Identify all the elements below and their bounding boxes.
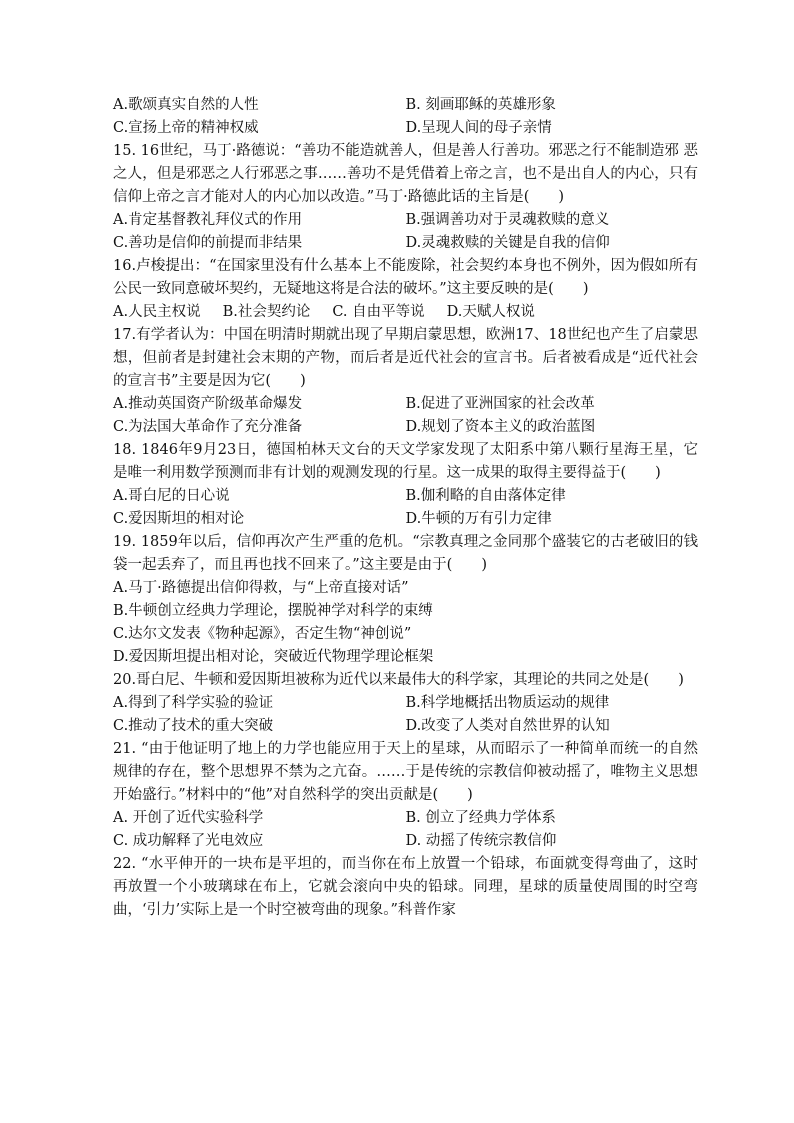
option-c: C. 成功解释了光电效应 xyxy=(113,833,264,849)
option-c: C.宣扬上帝的精神权威 xyxy=(113,120,259,136)
option-c: C.为法国大革命作了充分准备 xyxy=(113,419,303,435)
option-b: B.社会契约论 xyxy=(222,304,311,320)
question-21: 21. “由于他证明了地上的力学也能应用于天上的星球，从而昭示了一种简单而统一的自然规律的存在，整个思想界不禁为之亢奋。……于是传统的宗教信仰被动摇了，唯物主义思想开始盛行。”材料中的“他”对自然科学的突出贡献是( ) xyxy=(113,741,698,803)
option-d: D.规划了资本主义的政治蓝图 xyxy=(405,419,596,435)
l9 xyxy=(113,416,698,439)
option-b: B. 刻画耶稣的英雄形象 xyxy=(405,97,556,113)
option-d: D.灵魂救赎的关键是自我的信仰 xyxy=(405,235,610,251)
option-d: D.爱因斯坦提出相对论，突破近代物理学理论框架 xyxy=(113,649,434,665)
question-22: 22. “水平伸开的一块布是平坦的，而当你在布上放置一个铅球，布面就变得弯曲了，这时再放置一个小玻璃球在布上，它就会滚向中央的铅球。同理，星球的质量使周围的时空弯曲，‘引力’实际上是一个时空被弯曲的现象。”科普作家 xyxy=(113,856,698,918)
option-a: A.得到了科学实验的验证 xyxy=(113,695,274,711)
option-c: C.达尔文发表《物种起源》，否定生物“神创说” xyxy=(113,626,412,642)
l1 xyxy=(113,117,698,140)
option-b: B.科学地概括出物质运动的规律 xyxy=(405,695,610,711)
l4 xyxy=(113,232,698,255)
l0 xyxy=(113,94,698,117)
l12 xyxy=(113,508,698,531)
question-17: 17.有学者认为：中国在明清时期就出现了早期启蒙思想，欧洲17、18世纪也产生了启蒙思想，但前者是封建社会末期的产物，而后者是近代社会的宣言书。后者被看成是“近代社会的宣言书”主要是因为它( ) xyxy=(113,327,698,389)
option-d: D.呈现人间的母子亲情 xyxy=(405,120,552,136)
option-a: A. 开创了近代实验科学 xyxy=(113,810,264,826)
l23 xyxy=(113,830,698,853)
l19 xyxy=(113,692,698,715)
l3 xyxy=(113,209,698,232)
l22 xyxy=(113,807,698,830)
option-d: D.牛顿的万有引力定律 xyxy=(405,511,552,527)
question-19: 19. 1859年以后，信仰再次产生严重的危机。“宗教真理之金同那个盛装它的古老破旧的钱袋一起丢弃了，而且再也找不回来了。”这主要是由于( ) xyxy=(113,534,698,573)
option-a: A.推动英国资产阶级革命爆发 xyxy=(113,396,303,412)
l20 xyxy=(113,715,698,738)
option-c: C.爱因斯坦的相对论 xyxy=(113,511,245,527)
option-c: C.推动了技术的重大突破 xyxy=(113,718,274,734)
exam-page xyxy=(113,94,698,922)
option-b: B.伽利略的自由落体定律 xyxy=(405,488,566,504)
question-18: 18. 1846年9月23日，德国柏林天文台的天文学家发现了太阳系中第八颗行星海王星，它是唯一利用数学预测而非有计划的观测发现的行星。这一成果的取得主要得益于( ) xyxy=(113,442,698,481)
option-d: D. 动摇了传统宗教信仰 xyxy=(405,833,557,849)
question-20: 20.哥白尼、牛顿和爱因斯坦被称为近代以来最伟大的科学家，其理论的共同之处是( ) xyxy=(113,672,684,688)
option-a: A.哥白尼的日心说 xyxy=(113,488,230,504)
question-15: 15. 16世纪，马丁·路德说：“善功不能造就善人，但是善人行善功。邪恶之行不能制造邪 恶之人，但是邪恶之人行邪恶之事……善功不是凭借着上帝之言，也不是出自人的内心，只有信仰上帝之言才能对人的内心加以改造。”马丁·路德此话的主旨是( ) xyxy=(113,143,698,205)
question-16: 16.卢梭提出：“在国家里没有什么基本上不能废除，社会契约本身也不例外，因为假如所有公民一致同意破坏契约，无疑地这将是合法的破坏。”这主要反映的是( ) xyxy=(113,258,698,297)
l8 xyxy=(113,393,698,416)
option-b: B.强调善功对于灵魂救赎的意义 xyxy=(405,212,610,228)
option-b: B.牛顿创立经典力学理论，摆脱神学对科学的束缚 xyxy=(113,603,433,619)
option-c: C. 自由平等说 xyxy=(332,304,425,320)
l6 xyxy=(113,301,698,324)
option-d: D.改变了人类对自然世界的认知 xyxy=(405,718,610,734)
option-d: D.天赋人权说 xyxy=(446,304,535,320)
option-b: B. 创立了经典力学体系 xyxy=(405,810,556,826)
option-a: A.马丁·路德提出信仰得救，与“上帝直接对话” xyxy=(113,580,409,596)
option-b: B.促进了亚洲国家的社会改革 xyxy=(405,396,595,412)
option-a: A.肯定基督教礼拜仪式的作用 xyxy=(113,212,303,228)
option-a: A.人民主权说 xyxy=(113,304,201,320)
option-c: C.善功是信仰的前提而非结果 xyxy=(113,235,303,251)
l11 xyxy=(113,485,698,508)
option-a: A.歌颂真实自然的人性 xyxy=(113,97,259,113)
